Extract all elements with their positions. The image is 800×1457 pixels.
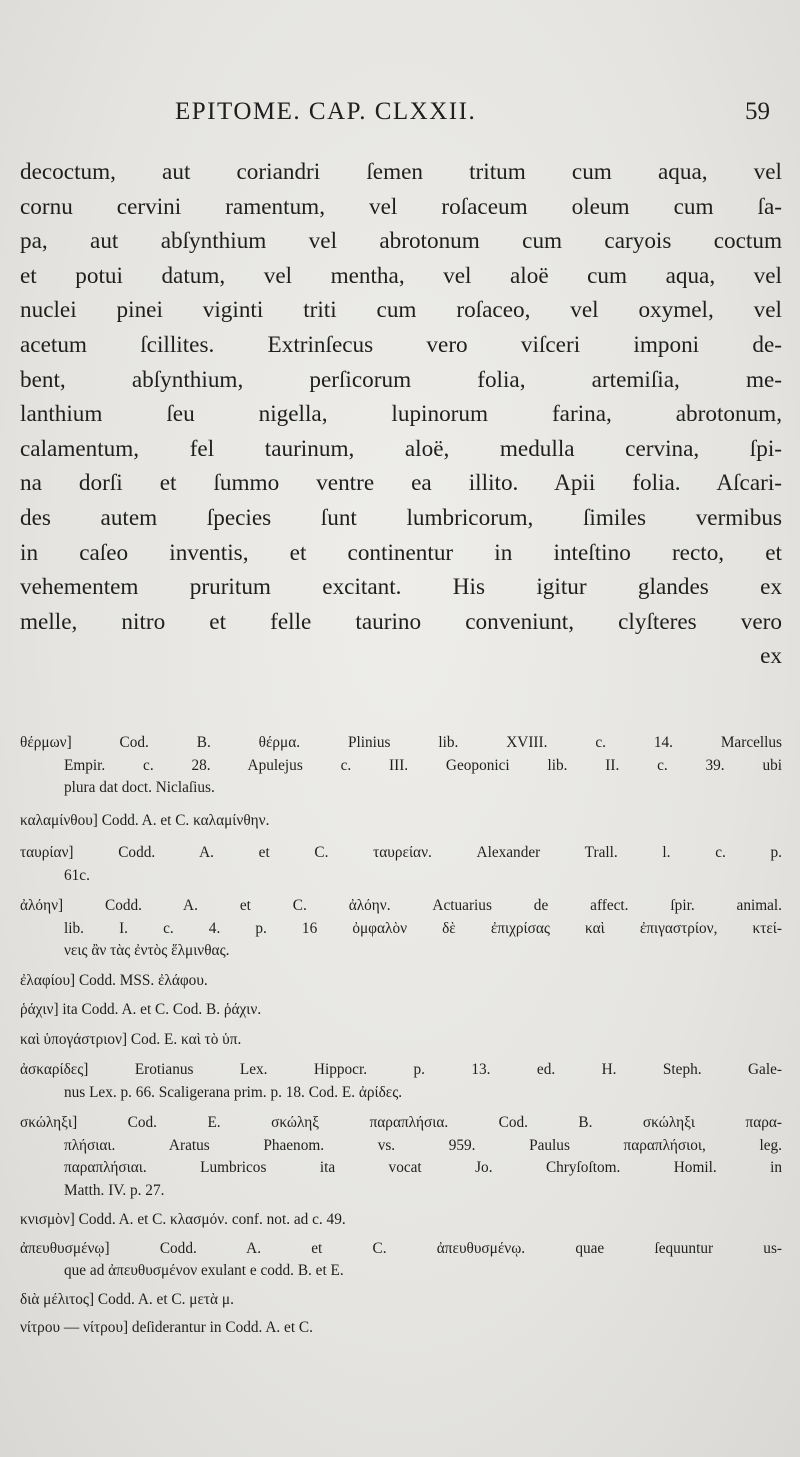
note-entry [20, 732, 782, 800]
text-line: pa, aut abſynthium vel abrotonum cum caryois coctum [20, 228, 782, 255]
note-lemma-line: σκώληξι] Cod. E. σκώληξ παραπλήσια. Cod. B. σκώληξι παρα- [20, 1114, 782, 1131]
text-line: decoctum, aut coriandri ſemen tritum cum aqua, vel [20, 159, 782, 185]
text-line: et potui datum, vel mentha, vel aloë cum aqua, vel [20, 262, 782, 289]
note-lemma-line: θέρμων] Cod. B. θέρμα. Plinius lib. XVIII. c. 14. Marcellus [20, 734, 782, 751]
note-lemma-line: ἀλόην] Codd. A. et C. ἀλόην. Actuarius de affect. ſpir. animal. [20, 897, 782, 914]
note-entry [20, 970, 782, 993]
text-line: na dorſi et ſummo ventre ea illito. Apii folia. Aſcari- [20, 470, 782, 497]
text-line: in caſeo inventis, et continentur in inteſtino recto, et [20, 539, 782, 566]
note-entry [20, 1317, 782, 1340]
note-lemma-line: ταυρίαν] Codd. A. et C. ταυρείαν. Alexander Trall. l. c. p. [20, 844, 782, 861]
note-lemma-line: ἀσκαρίδες] Erotianus Lex. Hippocr. p. 13. ed. H. Steph. Gale- [20, 1061, 782, 1078]
text-line: calamentum, fel taurinum, aloë, medulla cervina, ſpi- [20, 435, 782, 462]
text-line: nuclei pinei viginti triti cum roſaceo, vel oxymel, vel [20, 297, 782, 324]
note-continuation: Matth. IV. p. 27. [64, 1181, 165, 1199]
text-line: bent, abſynthium, perſicorum folia, artemiſia, me- [20, 366, 782, 393]
note-entry [20, 1029, 782, 1052]
note-lemma-line: διὰ μέλιτος] Codd. A. et C. μετὰ μ. [20, 1290, 234, 1308]
running-title: EPITOME. CAP. CLXXII. [175, 98, 477, 125]
note-entry [20, 1209, 782, 1232]
note-lemma-line: ἀπευθυσμένῳ] Codd. A. et C. ἀπευθυσμένῳ. quae ſequuntur us- [20, 1239, 782, 1257]
note-entry [20, 1059, 782, 1104]
note-lemma-line: ἐλαφίου] Codd. MSS. ἐλάφου. [20, 971, 208, 989]
page-number: 59 [745, 98, 770, 125]
note-entry [20, 999, 782, 1022]
text-line: acetum ſcillites. Extrinſecus vero viſceri imponi de- [20, 331, 782, 358]
text-line: melle, nitro et felle taurino conveniunt, clyſteres vero [20, 608, 782, 635]
note-continuation: Empir. c. 28. Apulejus c. III. Geoponici lib. II. c. 39. ubi [64, 756, 782, 774]
note-lemma-line: ῥάχιν] ita Codd. A. et C. Cod. B. ῥάχιν. [20, 1001, 262, 1018]
note-lemma-line: κνισμὸν] Codd. A. et C. κλασμόν. conf. not. ad c. 49. [20, 1211, 346, 1228]
note-entry [20, 1238, 782, 1283]
note-continuation: lib. I. c. 4. p. 16 ὀμφαλὸν δὲ ἐπιχρίσας καὶ ἐπιγαστρίον, κτεί- [64, 919, 782, 937]
catchword: ex [760, 643, 782, 670]
note-continuation: πλήσιαι. Aratus Phaenom. vs. 959. Paulus παραπλήσιοι, leg. [64, 1136, 782, 1154]
note-lemma-line: νίτρου — νίτρου] deſiderantur in Codd. A. et C. [20, 1319, 313, 1336]
note-entry [20, 895, 782, 963]
note-continuation: παραπλήσιαι. Lumbricos ita vocat Jo. Chryſoſtom. Homil. in [64, 1159, 782, 1176]
text-line: cornu cervini ramentum, vel roſaceum oleum cum ſa- [20, 193, 782, 220]
text-line: des autem ſpecies ſunt lumbricorum, ſimiles vermibus [20, 504, 782, 531]
note-lemma-line: καλαμίνθου] Codd. A. et C. καλαμίνθην. [20, 811, 270, 829]
note-continuation: plura dat doct. Niclaſius. [64, 779, 215, 796]
running-head [0, 98, 800, 138]
note-entry [20, 842, 782, 887]
critical-notes [20, 732, 782, 1340]
main-text [20, 155, 782, 674]
text-line: lanthium ſeu nigella, lupinorum farina, abrotonum, [20, 401, 782, 428]
note-continuation: 61c. [64, 866, 90, 884]
note-entry [20, 1112, 782, 1202]
text-line: vehementem pruritum excitant. His igitur glandes ex [20, 574, 782, 601]
note-entry [20, 810, 782, 833]
note-lemma-line: καὶ ὑπογάστριον] Cod. E. καὶ τὸ ὑπ. [20, 1030, 242, 1048]
note-entry [20, 1289, 782, 1312]
note-continuation: nus Lex. p. 66. Scaligerana prim. p. 18. Cod. E. ἀρίδες. [64, 1083, 403, 1101]
note-continuation: νεις ἂν τὰς ἐντὸς ἕλμινθας. [64, 942, 230, 959]
note-continuation: que ad ἀπευθυσμένον exulant e codd. B. et E. [64, 1262, 344, 1279]
